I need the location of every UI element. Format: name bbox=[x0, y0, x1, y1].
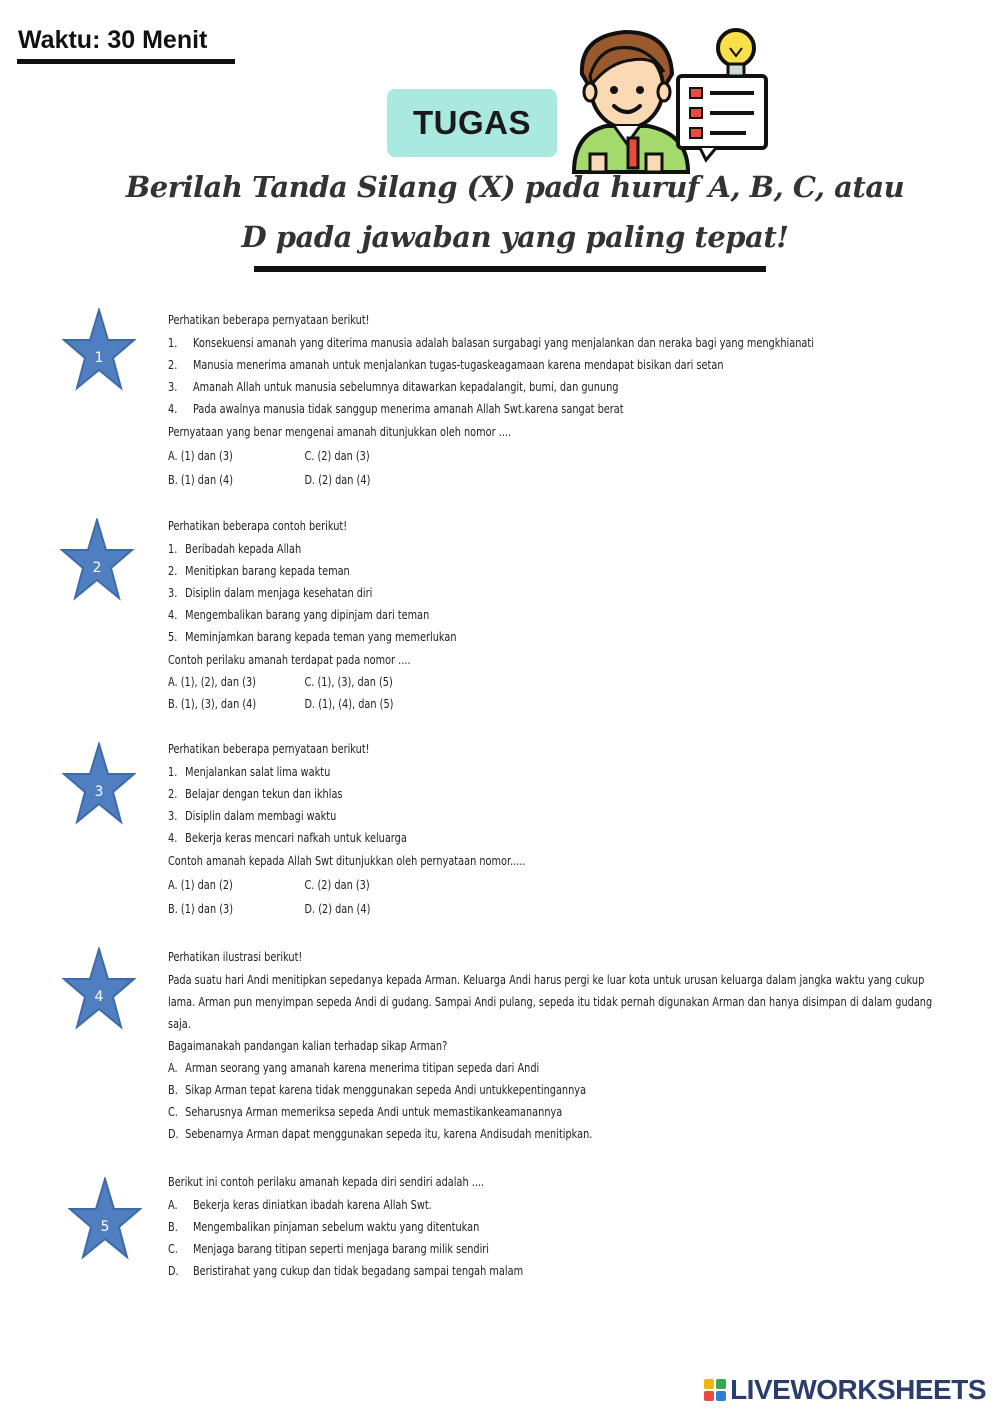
question-number-star bbox=[62, 947, 136, 1031]
answer-choice-c[interactable]: C. Menjaga barang titipan seperti menjaga barang milik sendiri bbox=[168, 1241, 490, 1256]
answer-choice-a[interactable]: A. Arman seorang yang amanah karena menerima titipan sepeda dari Andi bbox=[168, 1060, 540, 1075]
answer-choice-d[interactable]: D. Beristirahat yang cukup dan tidak begadang sampai tengah malam bbox=[168, 1263, 524, 1278]
answer-option-c[interactable]: C. (2) dan (3) bbox=[304, 448, 370, 463]
time-limit-label: Waktu: 30 Menit bbox=[18, 26, 208, 54]
liveworksheets-logo[interactable] bbox=[704, 1374, 986, 1406]
statement-item: 1. Menjalankan salat lima waktu bbox=[168, 764, 331, 779]
answer-option-d[interactable]: D. (2) dan (4) bbox=[304, 472, 371, 487]
question-number: 3 bbox=[94, 784, 104, 800]
example-item: 1. Beribadah kepada Allah bbox=[168, 541, 302, 556]
question-number: 4 bbox=[94, 989, 104, 1005]
answer-option-d[interactable]: D. (2) dan (4) bbox=[304, 901, 371, 916]
statement-item: 3. Disiplin dalam membagi waktu bbox=[168, 808, 337, 823]
question-prompt: Bagaimanakah pandangan kalian terhadap sikap Arman? bbox=[168, 1038, 448, 1053]
answer-choice-c[interactable]: C. Seharusnya Arman memeriksa sepeda Andi untuk memastikankeamanannya bbox=[168, 1104, 563, 1119]
question-intro: Perhatikan beberapa pernyataan berikut! bbox=[168, 741, 370, 756]
liveworksheets-logo-text: LIVEWORKSHEETS bbox=[730, 1374, 986, 1405]
student-idea-icon bbox=[570, 26, 770, 174]
question-intro: Berikut ini contoh perilaku amanah kepada diri sendiri adalah .... bbox=[168, 1174, 485, 1189]
statement-item: 2. Manusia menerima amanah untuk menjalankan tugas-tugaskeagamaan karena mendapat bisikan dari setan bbox=[168, 357, 724, 372]
answer-option-b[interactable]: B. (1), (3), dan (4) bbox=[168, 696, 257, 711]
question-number-star bbox=[68, 1177, 142, 1261]
answer-option-b[interactable]: B. (1) dan (3) bbox=[168, 901, 234, 916]
question-number: 1 bbox=[94, 350, 104, 366]
question-intro: Perhatikan beberapa contoh berikut! bbox=[168, 518, 348, 533]
example-item: 3. Disiplin dalam menjaga kesehatan diri bbox=[168, 585, 373, 600]
answer-option-row bbox=[168, 444, 784, 468]
answer-option-d[interactable]: D. (1), (4), dan (5) bbox=[304, 696, 394, 711]
question-number: 2 bbox=[92, 560, 102, 576]
task-badge: TUGAS bbox=[387, 89, 557, 157]
question-intro: Perhatikan beberapa pernyataan berikut! bbox=[168, 312, 370, 327]
example-item: 2. Menitipkan barang kepada teman bbox=[168, 563, 350, 578]
question-intro: Perhatikan ilustrasi berikut! bbox=[168, 949, 303, 964]
liveworksheets-logo-icon bbox=[704, 1379, 726, 1401]
answer-option-row bbox=[168, 897, 784, 921]
example-item: 5. Meminjamkan barang kepada teman yang memerlukan bbox=[168, 629, 457, 644]
statement-item: 1. Konsekuensi amanah yang diterima manusia adalah balasan surgabagi yang menjalankan dan neraka bagi yang mengkhianati bbox=[168, 335, 814, 350]
answer-option-row bbox=[168, 692, 784, 716]
example-item: 4. Mengembalikan barang yang dipinjam dari teman bbox=[168, 607, 430, 622]
answer-option-c[interactable]: C. (1), (3), dan (5) bbox=[304, 674, 393, 689]
answer-choice-b[interactable]: B. Mengembalikan pinjaman sebelum waktu yang ditentukan bbox=[168, 1219, 480, 1234]
answer-option-row bbox=[168, 468, 784, 492]
answer-option-b[interactable]: B. (1) dan (4) bbox=[168, 472, 234, 487]
question-number-star bbox=[58, 518, 136, 602]
statement-item: 4. Pada awalnya manusia tidak sanggup menerima amanah Allah Swt.karena sangat berat bbox=[168, 401, 624, 416]
answer-option-row bbox=[168, 672, 784, 692]
question-prompt: Pernyataan yang benar mengenai amanah ditunjukkan oleh nomor .... bbox=[168, 424, 512, 439]
statement-item: 3. Amanah Allah untuk manusia sebelumnya ditawarkan kepadalangit, bumi, dan gunung bbox=[168, 379, 619, 394]
question-prompt: Contoh perilaku amanah terdapat pada nomor .... bbox=[168, 652, 411, 667]
question-1 bbox=[168, 308, 814, 492]
question-number-star bbox=[62, 308, 136, 392]
question-number: 5 bbox=[100, 1219, 110, 1235]
statement-item: 4. Bekerja keras mencari nafkah untuk keluarga bbox=[168, 830, 407, 845]
answer-choice-a[interactable]: A. Bekerja keras diniatkan ibadah karena Allah Swt. bbox=[168, 1197, 432, 1212]
answer-choice-b[interactable]: B. Sikap Arman tepat karena tidak menggunakan sepeda Andi untukkepentingannya bbox=[168, 1082, 587, 1097]
instruction-line-1: Berilah Tanda Silang (X) pada huruf A, B, C, atau bbox=[125, 170, 905, 204]
statement-item: 2. Belajar dengan tekun dan ikhlas bbox=[168, 786, 343, 801]
instruction-underline bbox=[254, 266, 766, 272]
question-4 bbox=[168, 945, 933, 1145]
question-2 bbox=[168, 514, 784, 716]
time-limit-underline bbox=[17, 59, 235, 64]
answer-option-a[interactable]: A. (1) dan (3) bbox=[168, 448, 233, 463]
answer-option-c[interactable]: C. (2) dan (3) bbox=[304, 877, 370, 892]
answer-option-a[interactable]: A. (1), (2), dan (3) bbox=[168, 674, 256, 689]
question-5 bbox=[168, 1170, 784, 1282]
answer-option-a[interactable]: A. (1) dan (2) bbox=[168, 877, 233, 892]
answer-choice-d[interactable]: D. Sebenarnya Arman dapat menggunakan sepeda itu, karena Andisudah menitipkan. bbox=[168, 1126, 593, 1141]
question-3 bbox=[168, 737, 784, 921]
student-idea-illustration bbox=[570, 26, 770, 174]
answer-option-row bbox=[168, 873, 784, 897]
question-number-star bbox=[62, 742, 136, 826]
story-paragraph: Pada suatu hari Andi menitipkan sepedanya kepada Arman. Keluarga Andi harus pergi ke luar kota untuk urusan keluarga dalam jangka waktu yang cukup lama. Arman pun menyimpan sepeda Andi di gudang. Sampai Andi pulang, sepeda itu tidak pernah digunakan Arman dan hanya disimpan di dalam gudang saja. bbox=[168, 972, 933, 1031]
question-prompt: Contoh amanah kepada Allah Swt ditunjukkan oleh pernyataan nomor..... bbox=[168, 853, 526, 868]
instruction-line-2: D pada jawaban yang paling tepat! bbox=[241, 220, 789, 254]
